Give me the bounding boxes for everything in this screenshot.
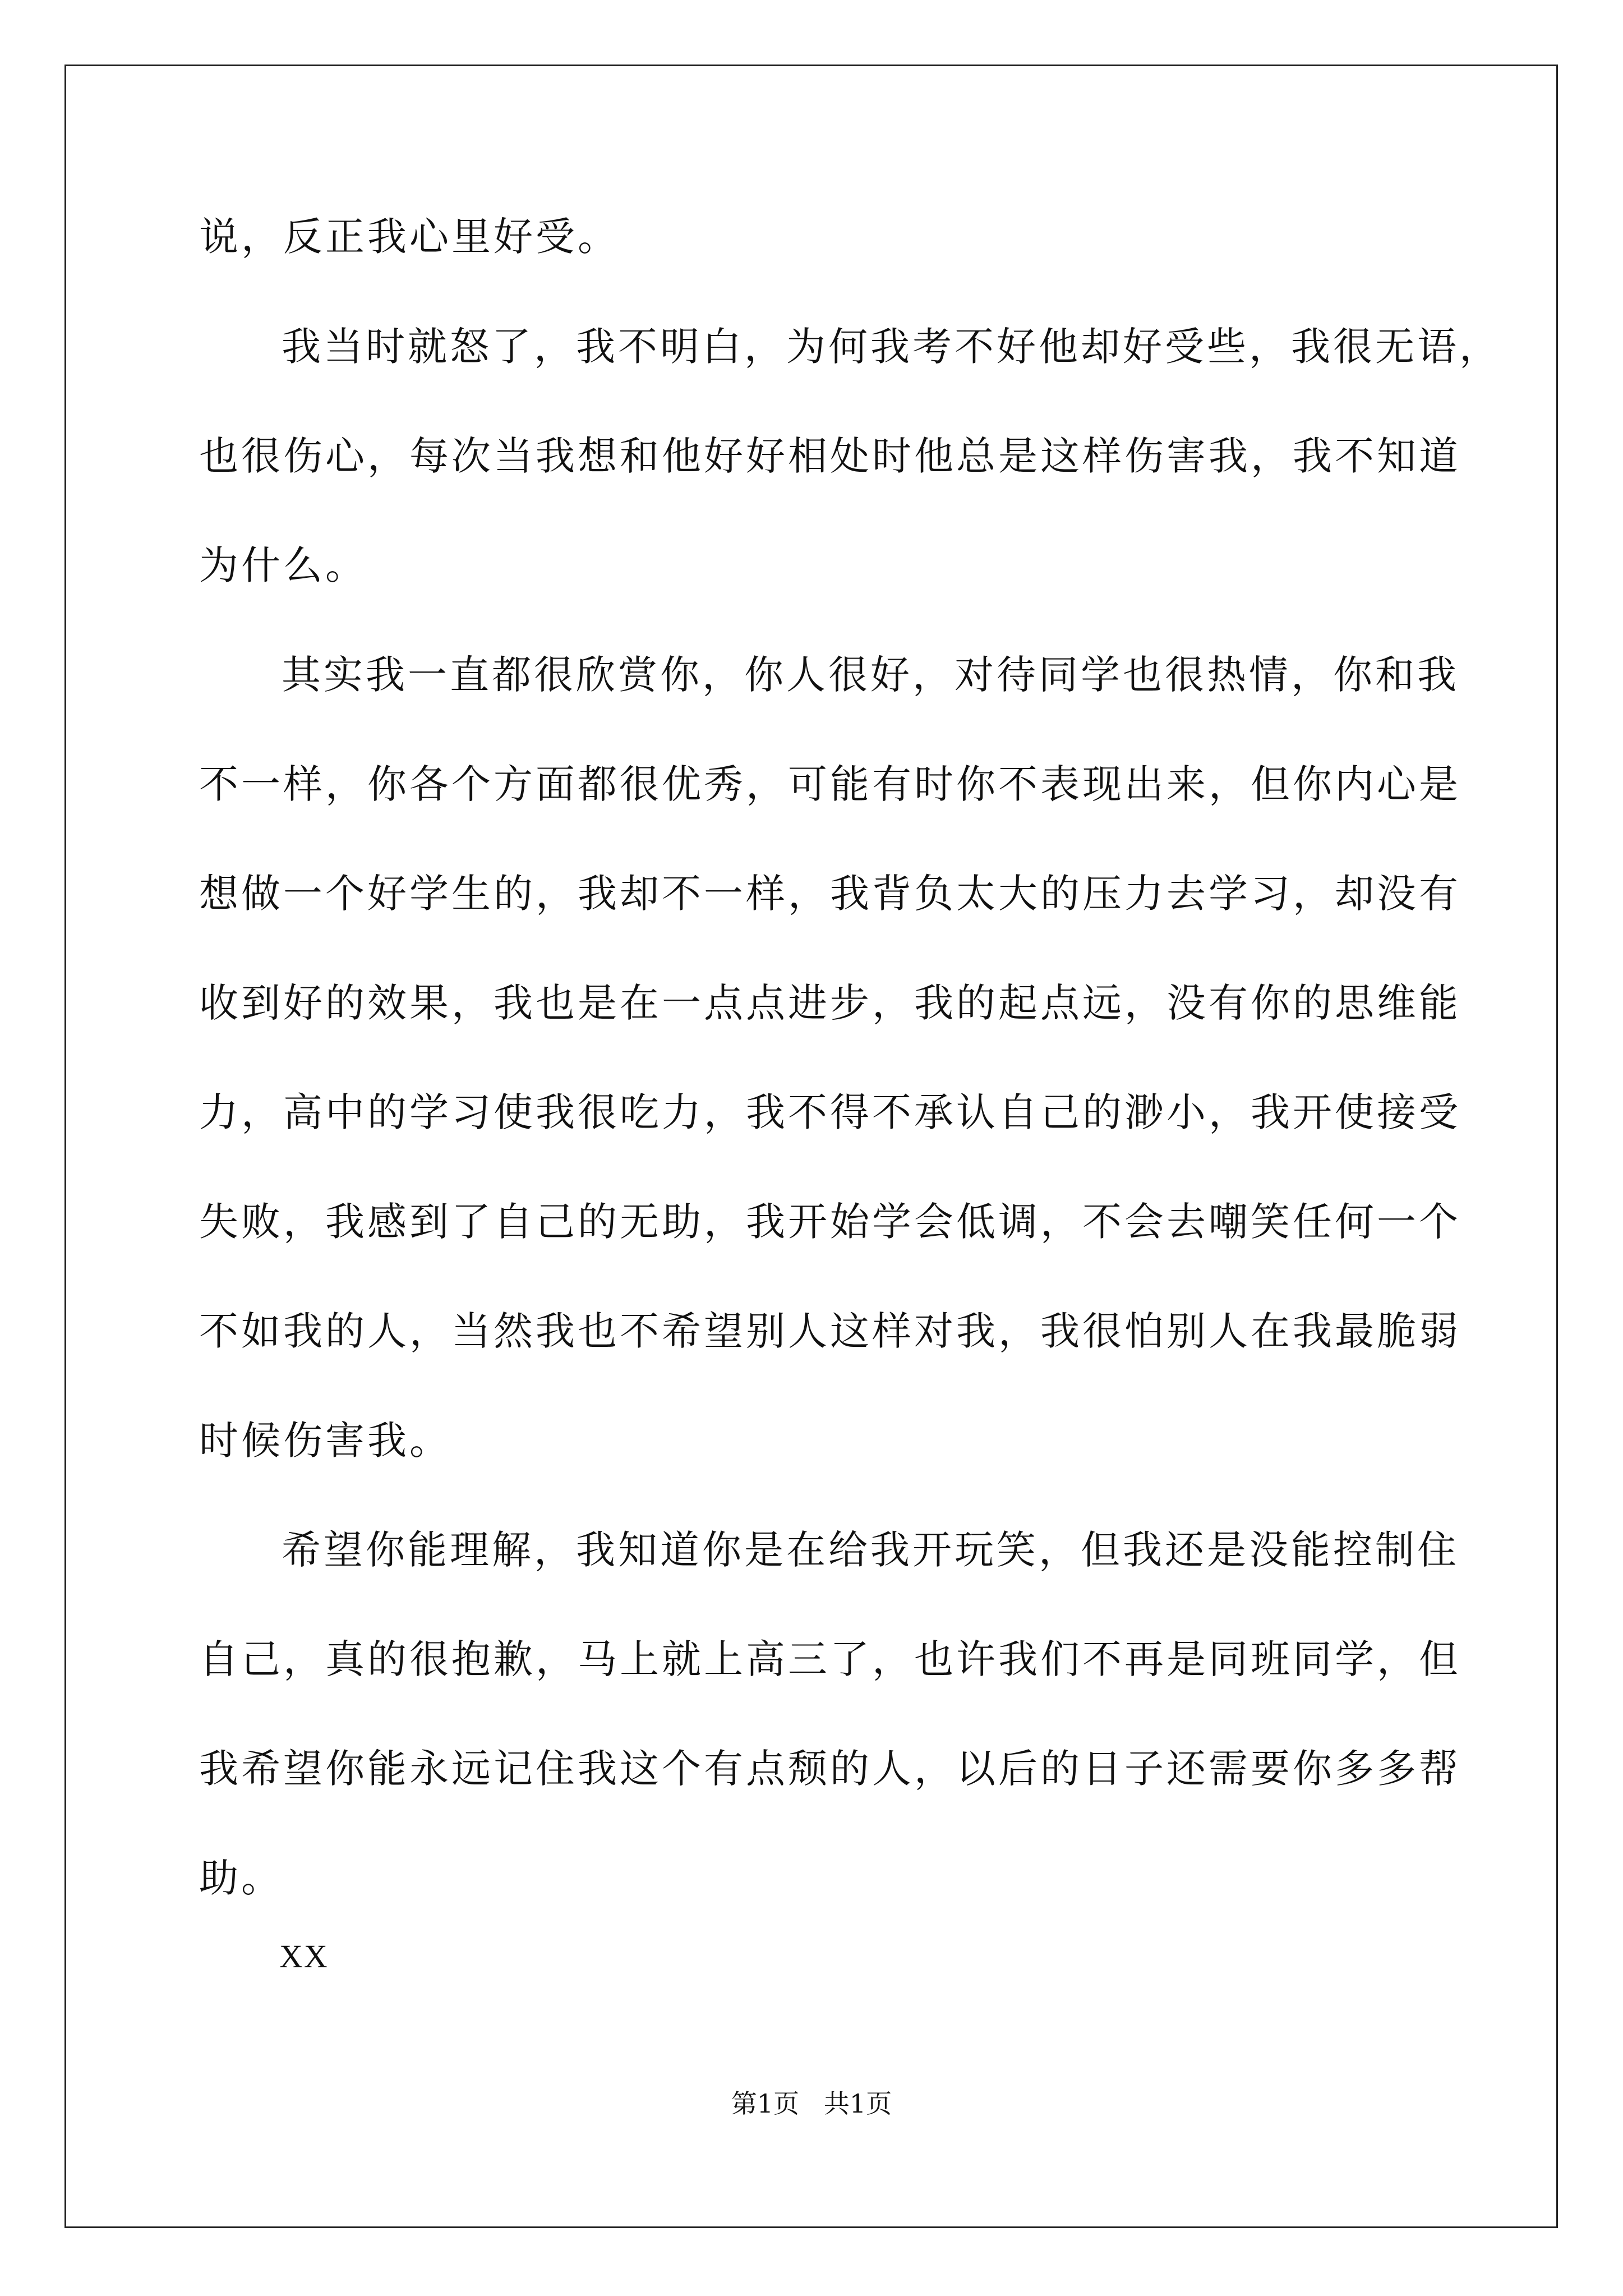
text-line: 为什么。 [199,542,367,588]
signature: XX [279,1938,329,1975]
text-line: 失败，我感到了自己的无助，我开始学会低调，不会去嘲笑任何一个 [199,1199,1461,1245]
text-line: 想做一个好学生的，我却不一样，我背负太大的压力去学习，却没有 [199,871,1461,917]
text-line: 其实我一直都很欣赏你，你人很好，对待同学也很热情，你和我 [282,652,1459,698]
text-line: 不一样，你各个方面都很优秀，可能有时你不表现出来，但你内心是 [199,761,1461,807]
text-line: 自己，真的很抱歉，马上就上高三了，也许我们不再是同班同学，但 [199,1636,1461,1682]
page-number: 第1页 共1页 [731,2088,892,2119]
text-line: 收到好的效果，我也是在一点点进步，我的起点远，没有你的思维能 [199,980,1461,1026]
text-line: 我当时就怒了，我不明白，为何我考不好他却好受些，我很无语， [282,324,1501,370]
page-footer [0,2087,1623,2120]
text-line: 力，高中的学习使我很吃力，我不得不承认自己的渺小，我开使接受 [199,1089,1461,1135]
text-line: 时候伤害我。 [199,1418,451,1464]
text-line: 不如我的人，当然我也不希望别人这样对我，我很怕别人在我最脆弱 [199,1308,1461,1354]
text-line: 我希望你能永远记住我这个有点颓的人，以后的日子还需要你多多帮 [199,1746,1461,1792]
text-line: 助。 [199,1855,283,1901]
text-line: 希望你能理解，我知道你是在给我开玩笑，但我还是没能控制住 [282,1527,1459,1573]
text-line: 也很伤心，每次当我想和他好好相处时他总是这样伤害我，我不知道 [199,433,1461,479]
text-line: 说，反正我心里好受。 [199,214,620,260]
